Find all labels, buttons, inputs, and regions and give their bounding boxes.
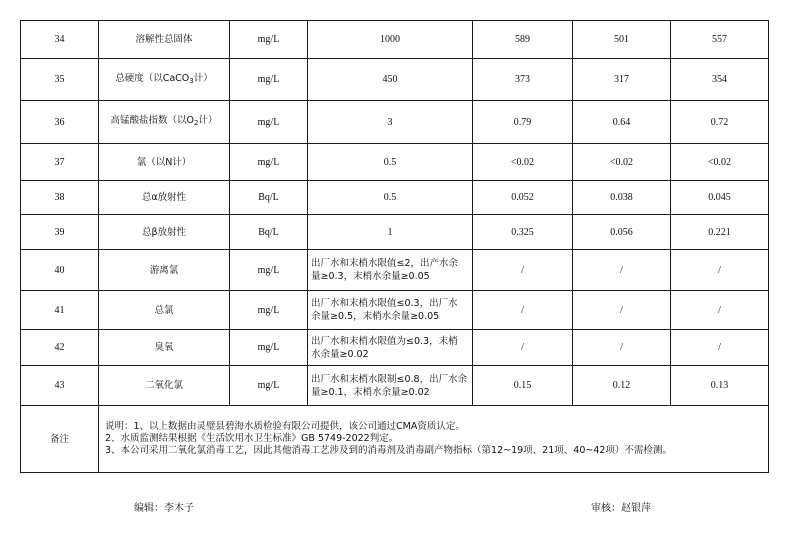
result-value-1: / (473, 330, 573, 366)
result-value-1: 0.15 (473, 366, 573, 406)
unit: mg/L (230, 366, 308, 406)
result-value-2: 501 (573, 21, 671, 59)
indicator-name: 总α放射性 (99, 181, 230, 215)
editor-signature: 编辑：李木子 (134, 503, 194, 514)
result-value-3: 0.13 (671, 366, 769, 406)
remarks-label: 备注 (21, 406, 99, 473)
limit-value: 0.5 (308, 181, 473, 215)
indicator-name: 溶解性总固体 (99, 21, 230, 59)
limit-value: 450 (308, 59, 473, 101)
result-value-3: <0.02 (671, 144, 769, 181)
table-row (21, 250, 769, 291)
result-value-1: / (473, 250, 573, 291)
result-value-1: 0.79 (473, 101, 573, 144)
limit-value: 出厂水和末梢水限值≤0.3，出厂水 余量≥0.5，末梢水余量≥0.05 (308, 291, 473, 330)
table-row (21, 21, 769, 59)
remarks-line-1: 说明：1、以上数据由灵璧县碧海水质检验有限公司提供，该公司通过CMA资质认定。 (105, 421, 465, 432)
result-value-3: 0.045 (671, 181, 769, 215)
unit: Bq/L (230, 181, 308, 215)
result-value-2: <0.02 (573, 144, 671, 181)
indicator-name: 总硬度（以CaCO$_3$计） (99, 59, 230, 101)
result-value-2: 317 (573, 59, 671, 101)
table-row (21, 366, 769, 406)
water-quality-table (20, 20, 769, 473)
result-value-3: / (671, 291, 769, 330)
unit: mg/L (230, 291, 308, 330)
unit: mg/L (230, 101, 308, 144)
indicator-name: 二氧化氯 (99, 366, 230, 406)
result-value-1: 589 (473, 21, 573, 59)
remarks-line-2: 2、水质监测结果根据《生活饮用水卫生标准》GB 5749-2022判定。 (105, 433, 399, 444)
unit: Bq/L (230, 215, 308, 250)
indicator-name: 游离氯 (99, 250, 230, 291)
table-row (21, 291, 769, 330)
result-value-2: 0.12 (573, 366, 671, 406)
table-row (21, 215, 769, 250)
result-value-1: / (473, 291, 573, 330)
row-number: 42 (21, 330, 99, 366)
result-value-3: 0.221 (671, 215, 769, 250)
result-value-2: 0.056 (573, 215, 671, 250)
result-value-1: 0.052 (473, 181, 573, 215)
indicator-name: 高锰酸盐指数（以$O_2$计） (99, 101, 230, 144)
row-number: 40 (21, 250, 99, 291)
reviewer-signature: 审核：赵银萍 (591, 503, 651, 514)
indicator-name: 臭氧 (99, 330, 230, 366)
row-number: 34 (21, 21, 99, 59)
result-value-3: / (671, 250, 769, 291)
unit: mg/L (230, 21, 308, 59)
remarks-text (99, 406, 769, 473)
result-value-1: <0.02 (473, 144, 573, 181)
limit-value: 1 (308, 215, 473, 250)
indicator-name: 总β放射性 (99, 215, 230, 250)
indicator-name: 氯（以N计） (99, 144, 230, 181)
row-number: 36 (21, 101, 99, 144)
result-value-2: / (573, 250, 671, 291)
row-number: 39 (21, 215, 99, 250)
unit: mg/L (230, 250, 308, 291)
row-number: 35 (21, 59, 99, 101)
result-value-2: / (573, 291, 671, 330)
limit-value: 3 (308, 101, 473, 144)
limit-value: 0.5 (308, 144, 473, 181)
indicator-name: 总氯 (99, 291, 230, 330)
limit-value: 1000 (308, 21, 473, 59)
limit-value: 出厂水和末梢水限值≤2，出产水余 量≥0.3，末梢水余量≥0.05 (308, 250, 473, 291)
limit-value: 出厂水和末梢水限制≤0.8，出厂水余 量≥0.1，末梢水余量≥0.02 (308, 366, 473, 406)
unit: mg/L (230, 144, 308, 181)
table-row (21, 144, 769, 181)
unit: mg/L (230, 59, 308, 101)
result-value-1: 0.325 (473, 215, 573, 250)
remarks-row (21, 406, 769, 473)
table-row (21, 59, 769, 101)
table-row (21, 181, 769, 215)
row-number: 38 (21, 181, 99, 215)
remarks-line-3: 3、本公司采用二氧化氯消毒工艺，因此其他消毒工艺涉及到的消毒剂及消毒副产物指标（第12~19项、21项、40~42项）不需检测。 (105, 445, 672, 456)
row-number: 43 (21, 366, 99, 406)
result-value-3: 0.72 (671, 101, 769, 144)
row-number: 37 (21, 144, 99, 181)
result-value-2: 0.038 (573, 181, 671, 215)
limit-value: 出厂水和末梢水限值为≤0.3，末梢 水余量≥0.02 (308, 330, 473, 366)
unit: mg/L (230, 330, 308, 366)
result-value-1: 373 (473, 59, 573, 101)
result-value-3: 354 (671, 59, 769, 101)
result-value-2: / (573, 330, 671, 366)
result-value-3: / (671, 330, 769, 366)
result-value-3: 557 (671, 21, 769, 59)
result-value-2: 0.64 (573, 101, 671, 144)
table-row (21, 101, 769, 144)
row-number: 41 (21, 291, 99, 330)
table-row (21, 330, 769, 366)
